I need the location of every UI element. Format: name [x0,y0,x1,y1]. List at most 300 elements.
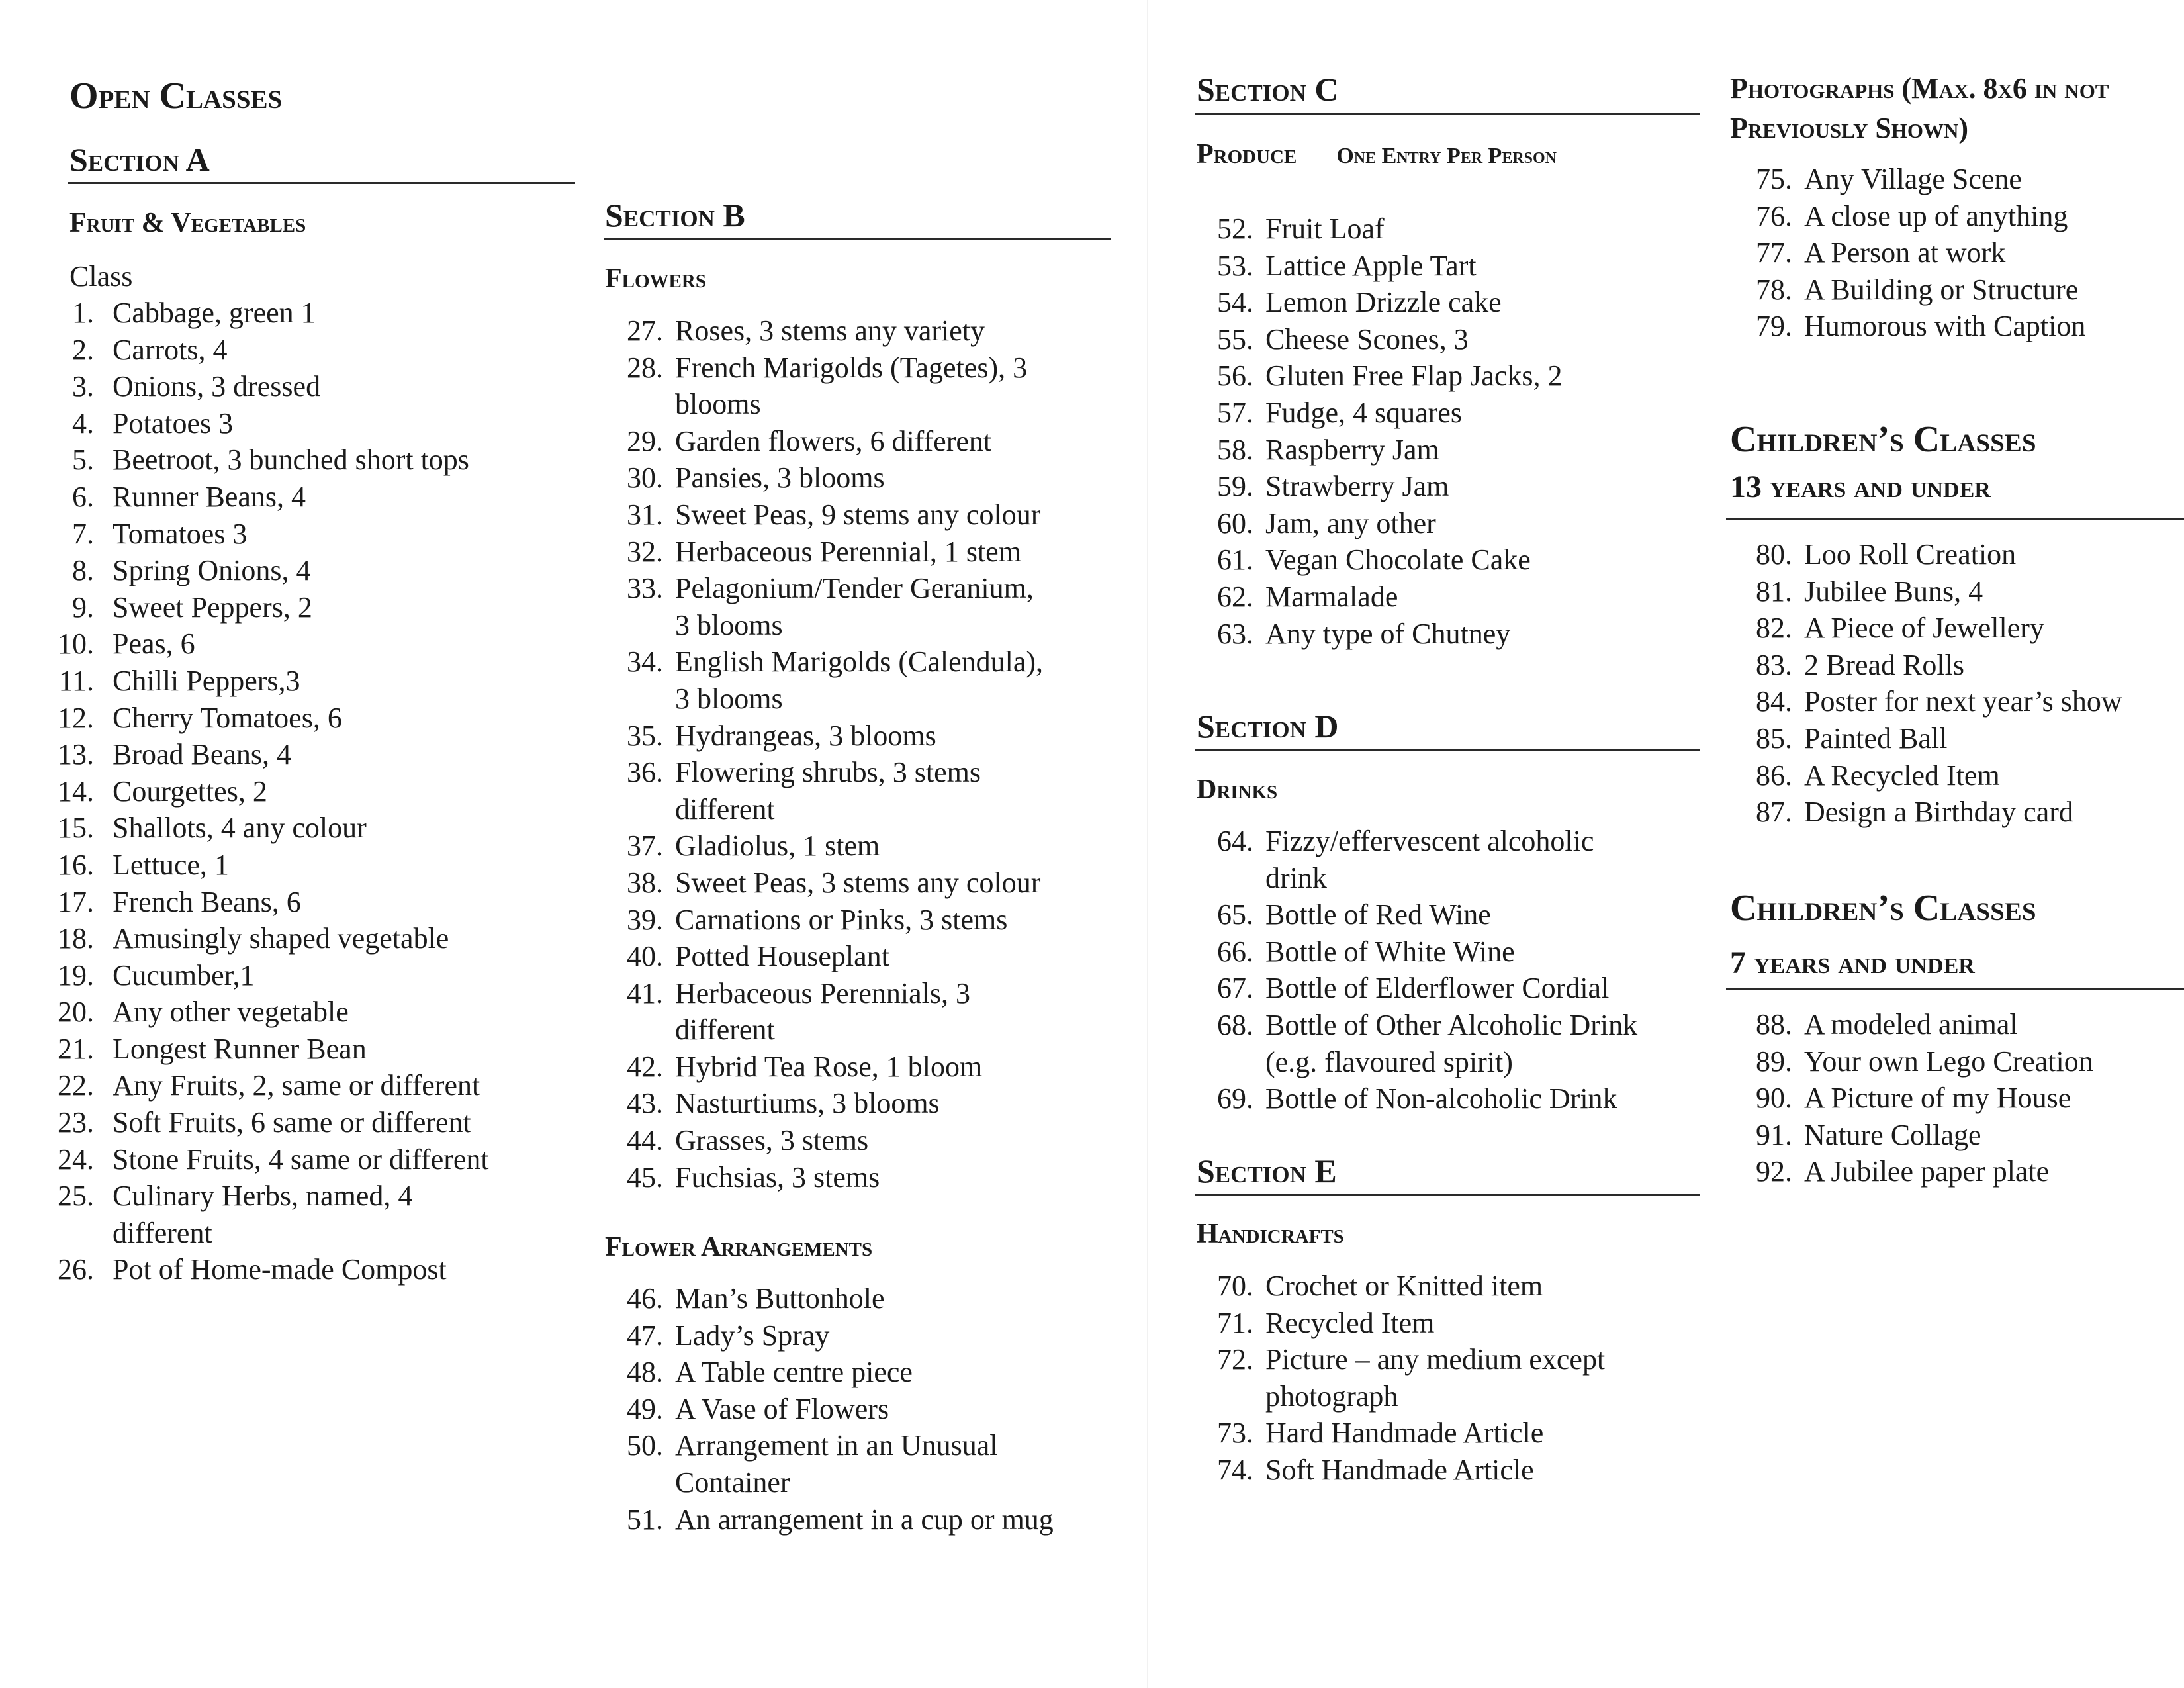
item-number: 64. [1217,825,1253,857]
item-text: Fuchsias, 3 stems [675,1160,880,1194]
section-c-list [1199,211,1562,652]
item-text: Your own Lego Creation [1804,1045,2093,1078]
item-text: Hybrid Tea Rose, 1 bloom [675,1050,983,1083]
section-a-list [40,295,489,1288]
list-item [609,350,1043,423]
item-text: Jubilee Buns, 4 [1804,575,1983,608]
class-label: Class [69,260,133,293]
list-item [40,589,489,626]
item-number: 92. [1756,1155,1792,1188]
section-d-list [1199,823,1637,1117]
item-text: Picture – any medium except photograph [1265,1343,1606,1413]
item-number: 80. [1756,538,1792,571]
section-d-category: Drinks [1197,774,1278,805]
item-text: Vegan Chocolate Cake [1265,543,1531,577]
item-text: Gluten Free Flap Jacks, 2 [1265,359,1563,393]
list-item [1199,468,1562,505]
list-item [1738,573,2122,610]
list-item [609,496,1043,534]
item-text: Any type of Chutney [1265,617,1511,650]
item-number: 42. [627,1050,663,1083]
list-item [1199,1305,1605,1342]
list-item [40,736,489,773]
childrens-13-subtitle: 13 years and under [1730,469,1991,504]
section-d-rule [1195,749,1700,751]
item-number: 56. [1217,359,1253,393]
item-text: Longest Runner Bean [113,1032,367,1065]
list-item [609,1085,1043,1122]
item-text: Pansies, 3 blooms [675,461,885,494]
flower-arrangements-category: Flower Arrangements [605,1232,873,1262]
item-number: 17. [58,885,94,918]
list-item [1199,616,1562,653]
item-text: Pelagonium/Tender Geranium, 3 blooms [675,572,1034,641]
item-number: 19. [58,959,94,992]
list-item [1738,757,2122,794]
item-text: Broad Beans, 4 [113,738,292,771]
item-number: 46. [627,1282,663,1315]
photographs-title-line2: Previously Shown) [1730,112,1969,144]
item-text: A Jubilee paper plate [1804,1155,2050,1188]
item-number: 10. [58,628,94,661]
item-number: 68. [1217,1008,1253,1041]
item-text: Bottle of Non-alcoholic Drink [1265,1082,1617,1115]
list-item [40,1178,489,1251]
list-item [1738,683,2122,720]
item-number: 51. [627,1503,663,1536]
list-item [40,295,489,332]
item-text: Lettuce, 1 [113,848,229,881]
list-item [1738,794,2122,831]
item-number: 43. [627,1087,663,1120]
item-number: 5. [72,444,94,477]
item-number: 14. [58,774,94,808]
item-text: Gladiolus, 1 stem [675,829,880,863]
item-text: Jam, any other [1265,506,1436,539]
item-text: Raspberry Jam [1265,433,1439,466]
list-item [40,1251,489,1288]
item-number: 33. [627,572,663,605]
list-item [1199,505,1562,542]
item-text: Onions, 3 dressed [113,370,321,403]
item-text: Carrots, 4 [113,333,228,366]
childrens-7-title: Children’s Classes [1730,888,2036,929]
list-item [40,1141,489,1178]
childrens-7-subtitle: 7 years and under [1730,945,1975,980]
item-number: 91. [1756,1118,1792,1151]
item-number: 53. [1217,249,1253,282]
list-item [609,534,1043,571]
item-number: 66. [1217,935,1253,968]
item-text: Courgettes, 2 [113,774,267,808]
item-text: Hydrangeas, 3 blooms [675,719,936,752]
entry-note: One Entry Per Person [1336,144,1557,168]
item-number: 35. [627,719,663,752]
item-text: Cucumber,1 [113,959,255,992]
list-item [609,1049,1043,1086]
item-text: A Building or Structure [1804,273,2079,306]
item-number: 81. [1756,575,1792,608]
item-text: Fizzy/effervescent alcoholic drink [1265,825,1594,894]
item-number: 88. [1756,1008,1792,1041]
list-item [609,1159,1043,1196]
list-item [609,718,1043,755]
item-number: 26. [58,1253,94,1286]
list-item [1738,234,2085,271]
item-text: Fruit Loaf [1265,212,1385,245]
list-item [1199,823,1637,896]
list-item [1199,1341,1605,1415]
item-text: Sweet Peas, 9 stems any colour [675,498,1041,531]
item-number: 84. [1756,685,1792,718]
section-d-heading: Section D [1197,708,1339,745]
item-number: 9. [72,590,94,624]
item-number: 72. [1217,1343,1253,1376]
item-text: Amusingly shaped vegetable [113,922,449,955]
item-text: Garden flowers, 6 different [675,424,992,457]
list-item [609,423,1043,460]
list-item [1199,395,1562,432]
list-item [1738,647,2122,684]
item-text: Bottle of Elderflower Cordial [1265,972,1610,1005]
item-number: 27. [627,314,663,347]
list-item [1199,432,1562,469]
item-number: 3. [72,370,94,403]
list-item [1199,211,1562,248]
item-text: A Recycled Item [1804,759,2000,792]
item-number: 76. [1756,199,1792,232]
item-number: 52. [1217,212,1253,245]
list-item [40,626,489,663]
item-number: 71. [1217,1306,1253,1339]
list-item [40,773,489,810]
item-text: A Vase of Flowers [675,1392,889,1425]
item-text: A Picture of my House [1804,1082,2071,1115]
item-text: Carnations or Pinks, 3 stems [675,903,1008,936]
list-item [40,479,489,516]
item-text: Man’s Buttonhole [675,1282,885,1315]
list-item [1738,161,2085,198]
item-text: Grasses, 3 stems [675,1124,869,1157]
item-number: 62. [1217,580,1253,613]
item-number: 38. [627,866,663,899]
list-item [40,700,489,737]
list-item [1199,933,1637,970]
item-text: Sweet Peas, 3 stems any colour [675,866,1041,899]
item-number: 48. [627,1356,663,1389]
list-item [40,516,489,553]
item-text: Lemon Drizzle cake [1265,286,1502,319]
item-number: 11. [58,664,94,697]
item-number: 78. [1756,273,1792,306]
item-number: 2. [72,333,94,366]
item-text: Any Fruits, 2, same or different [113,1069,480,1102]
page-title: Open Classes [69,75,283,117]
item-number: 13. [58,738,94,771]
item-number: 69. [1217,1082,1253,1115]
list-item [609,643,1043,717]
list-item [609,938,1043,975]
item-text: English Marigolds (Calendula), 3 blooms [675,645,1044,715]
item-text: Any Village Scene [1804,163,2022,195]
item-text: Poster for next year’s show [1804,685,2122,718]
list-item [40,810,489,847]
list-item [609,754,1043,827]
list-item [40,663,489,700]
list-item [40,368,489,405]
item-text: Stone Fruits, 4 same or different [113,1143,489,1176]
list-item [609,459,1043,496]
item-number: 25. [58,1180,94,1213]
item-text: A Piece of Jewellery [1804,612,2044,645]
section-e-list [1199,1268,1605,1489]
item-number: 67. [1217,972,1253,1005]
item-text: Herbaceous Perennials, 3 different [675,976,970,1047]
list-item [40,1031,489,1068]
item-number: 7. [72,517,94,550]
item-number: 16. [58,848,94,881]
section-b-list [609,312,1043,1196]
list-item [1738,271,2085,308]
list-item [40,994,489,1031]
childrens-7-rule [1726,988,2184,990]
item-number: 82. [1756,612,1792,645]
item-text: An arrangement in a cup or mug [675,1503,1054,1536]
item-number: 1. [72,297,94,329]
list-item [40,405,489,442]
list-item [1738,198,2085,235]
item-text: Nasturtiums, 3 blooms [675,1087,940,1120]
list-item [1199,1415,1605,1452]
item-text: Crochet or Knitted item [1265,1270,1543,1302]
item-number: 85. [1756,722,1792,755]
item-text: Painted Ball [1804,722,1948,755]
item-number: 55. [1217,322,1253,355]
item-number: 6. [72,480,94,513]
item-number: 21. [58,1032,94,1065]
item-text: Bottle of Red Wine [1265,898,1491,931]
item-text: Roses, 3 stems any variety [675,314,985,347]
item-text: Potted Houseplant [675,940,889,973]
section-b-category: Flowers [605,263,706,294]
item-number: 40. [627,940,663,973]
section-c-category [1197,140,1557,168]
list-item [609,827,1043,865]
list-item [40,442,489,479]
childrens-7-list [1738,1006,2093,1190]
item-text: Cabbage, green 1 [113,297,316,329]
item-text: A modeled animal [1804,1008,2018,1041]
list-item [1199,1452,1605,1489]
list-item [609,902,1043,939]
item-number: 18. [58,922,94,955]
list-item [609,1354,1054,1391]
item-text: Lattice Apple Tart [1265,249,1477,282]
item-text: Bottle of White Wine [1265,935,1515,968]
item-number: 77. [1756,236,1792,269]
item-text: French Marigolds (Tagetes), 3 blooms [675,351,1028,421]
list-item [40,552,489,589]
item-text: 2 Bread Rolls [1804,648,1964,681]
item-number: 32. [627,535,663,568]
item-number: 31. [627,498,663,531]
list-item [1738,1153,2093,1190]
list-item [609,1317,1054,1354]
list-item [1738,536,2122,573]
item-text: Fudge, 4 squares [1265,396,1462,429]
list-item [609,1122,1043,1159]
list-item [1738,1117,2093,1154]
list-item [1199,1007,1637,1080]
item-number: 79. [1756,310,1792,343]
item-text: Culinary Herbs, named, 4 different [113,1180,413,1249]
item-text: Nature Collage [1804,1118,1981,1151]
list-item [1738,610,2122,647]
item-number: 34. [627,645,663,679]
item-text: Cheese Scones, 3 [1265,322,1469,355]
list-item [40,884,489,921]
item-number: 24. [58,1143,94,1176]
item-text: Loo Roll Creation [1804,538,2017,571]
list-item [1738,720,2122,757]
item-number: 65. [1217,898,1253,931]
list-item [40,1067,489,1104]
item-number: 59. [1217,470,1253,503]
list-item [1199,1080,1637,1117]
photographs-category [1730,69,2184,148]
section-c-heading: Section C [1197,71,1339,108]
list-item [40,332,489,369]
list-item [1738,1043,2093,1080]
list-item [609,570,1043,643]
list-item [1199,896,1637,933]
item-text: Potatoes 3 [113,406,234,440]
item-number: 83. [1756,648,1792,681]
item-number: 49. [627,1392,663,1425]
photographs-list [1738,161,2085,345]
list-item [1199,248,1562,285]
list-item [1199,1268,1605,1305]
item-number: 30. [627,461,663,494]
item-number: 70. [1217,1270,1253,1302]
section-b-heading: Section B [605,197,745,234]
item-text: Tomatoes 3 [113,517,248,550]
section-e-rule [1195,1194,1700,1196]
item-text: Arrangement in an Unusual Container [675,1429,998,1499]
item-number: 89. [1756,1045,1792,1078]
item-text: Bottle of Other Alcoholic Drink (e.g. flavoured spirit) [1265,1008,1638,1078]
item-text: Recycled Item [1265,1306,1435,1339]
item-text: Humorous with Caption [1804,310,2086,343]
item-text: Sweet Peppers, 2 [113,590,312,624]
item-number: 15. [58,812,94,845]
item-text: A Person at work [1804,236,2006,269]
item-text: Lady’s Spray [675,1319,830,1352]
item-number: 86. [1756,759,1792,792]
list-item [1199,284,1562,321]
item-text: Hard Handmade Article [1265,1417,1544,1450]
item-number: 12. [58,701,94,734]
item-text: A close up of anything [1804,199,2068,232]
item-number: 58. [1217,433,1253,466]
list-item [609,975,1043,1049]
list-item [40,1104,489,1141]
item-text: Shallots, 4 any colour [113,812,367,845]
item-text: Runner Beans, 4 [113,480,306,513]
flower-arrangements-list [609,1280,1054,1538]
item-number: 74. [1217,1453,1253,1486]
item-number: 50. [627,1429,663,1462]
list-item [1199,541,1562,579]
list-item [609,1501,1054,1538]
list-item [40,847,489,884]
childrens-13-list [1738,536,2122,831]
section-a-rule [68,182,575,184]
item-text: Herbaceous Perennial, 1 stem [675,535,1021,568]
item-number: 63. [1217,617,1253,650]
item-number: 75. [1756,163,1792,195]
list-item [609,865,1043,902]
item-number: 87. [1756,796,1792,829]
list-item [609,1391,1054,1428]
item-number: 47. [627,1319,663,1352]
item-text: Beetroot, 3 bunched short tops [113,444,469,477]
produce-label: Produce [1197,139,1297,169]
item-number: 4. [72,406,94,440]
section-a-category: Fruit & Vegetables [69,208,306,238]
item-text: Any other vegetable [113,996,349,1029]
list-item [609,312,1043,350]
item-number: 39. [627,903,663,936]
page-fold [1147,0,1148,1688]
section-c-rule [1195,113,1700,115]
item-number: 20. [58,996,94,1029]
list-item [40,957,489,994]
item-text: Chilli Peppers,3 [113,664,300,697]
item-number: 37. [627,829,663,863]
list-item [1199,321,1562,358]
item-number: 23. [58,1106,94,1139]
item-text: Peas, 6 [113,628,195,661]
item-text: Design a Birthday card [1804,796,2073,829]
list-item [1199,970,1637,1007]
item-number: 44. [627,1124,663,1157]
item-text: Soft Handmade Article [1265,1453,1534,1486]
item-text: Pot of Home-made Compost [113,1253,447,1286]
list-item [1738,308,2085,345]
childrens-13-title: Children’s Classes [1730,419,2036,460]
item-number: 73. [1217,1417,1253,1450]
section-e-heading: Section E [1197,1152,1337,1190]
item-number: 28. [627,351,663,384]
item-number: 54. [1217,286,1253,319]
item-number: 41. [627,976,663,1009]
item-number: 29. [627,424,663,457]
item-number: 8. [72,554,94,587]
item-text: Flowering shrubs, 3 stems different [675,756,981,825]
item-text: Cherry Tomatoes, 6 [113,701,342,734]
list-item [1199,357,1562,395]
item-text: French Beans, 6 [113,885,301,918]
item-text: Soft Fruits, 6 same or different [113,1106,471,1139]
item-number: 36. [627,756,663,789]
list-item [1738,1006,2093,1043]
section-e-category: Handicrafts [1197,1219,1344,1249]
list-item [1199,579,1562,616]
item-number: 57. [1217,396,1253,429]
childrens-13-rule [1726,518,2184,520]
list-item [40,920,489,957]
